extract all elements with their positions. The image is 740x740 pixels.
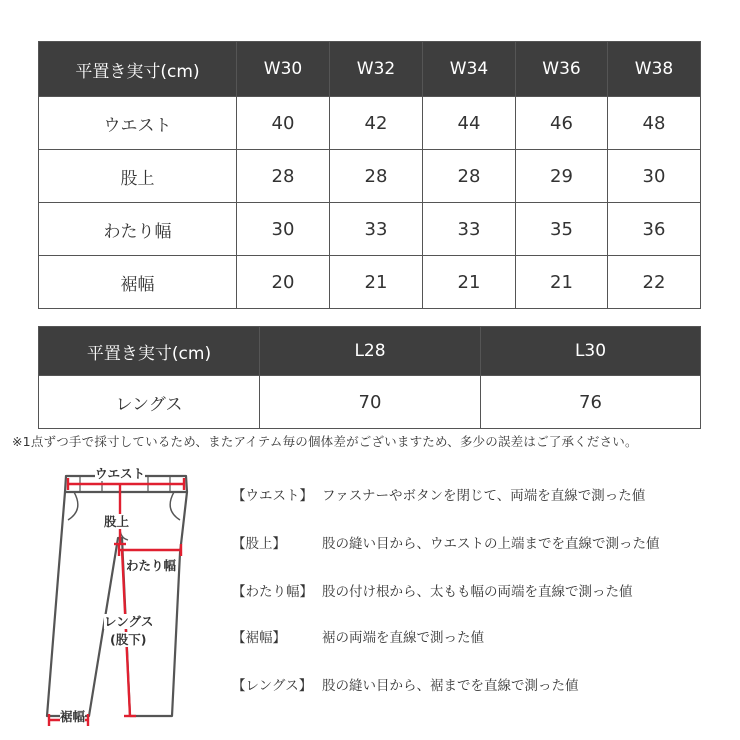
diagram-label-thigh: わたり幅 bbox=[126, 558, 177, 573]
header-label: 平置き実寸(cm) bbox=[39, 327, 260, 376]
table-cell: 28 bbox=[330, 150, 423, 203]
diagram-label-hem: 裾幅 bbox=[60, 709, 86, 724]
table-cell: 40 bbox=[237, 97, 330, 150]
table-cell: 76 bbox=[481, 376, 701, 429]
header-label: 平置き実寸(cm) bbox=[39, 42, 237, 97]
legend-term: 【レングス】 bbox=[232, 678, 313, 694]
legend-term: 【わたり幅】 bbox=[232, 584, 313, 600]
table-cell: 28 bbox=[423, 150, 516, 203]
table-cell: 29 bbox=[516, 150, 608, 203]
diagram-label-rise: 股上 bbox=[104, 514, 130, 529]
length-size-table bbox=[38, 326, 701, 429]
measurement-note: ※1点ずつ手で採寸しているため、またアイテム毎の個体差がございますため、多少の誤差はご了承ください。 bbox=[12, 434, 638, 449]
column-header: W34 bbox=[423, 42, 516, 97]
table-header-row bbox=[39, 42, 701, 97]
diagram-label-inseam-sub: (股下) bbox=[110, 632, 147, 647]
table-cell: 28 bbox=[237, 150, 330, 203]
row-label: 裾幅 bbox=[39, 256, 237, 309]
legend-description: ファスナーやボタンを閉じて、両端を直線で測った値 bbox=[322, 488, 646, 504]
legend-description: 裾の両端を直線で測った値 bbox=[322, 630, 484, 646]
table-cell: 33 bbox=[330, 203, 423, 256]
table-cell: 46 bbox=[516, 97, 608, 150]
row-label: レングス bbox=[39, 376, 260, 429]
column-header: L28 bbox=[260, 327, 481, 376]
row-label: ウエスト bbox=[39, 97, 237, 150]
row-label: わたり幅 bbox=[39, 203, 237, 256]
legend-term: 【股上】 bbox=[232, 536, 286, 552]
table-cell: 21 bbox=[423, 256, 516, 309]
table-cell: 20 bbox=[237, 256, 330, 309]
waist-size-table bbox=[38, 41, 701, 309]
diagram-label-waist: ウエスト bbox=[95, 466, 146, 481]
table-row-waist bbox=[39, 97, 701, 150]
table-cell: 21 bbox=[330, 256, 423, 309]
row-label: 股上 bbox=[39, 150, 237, 203]
legend-description: 股の縫い目から、裾までを直線で測った値 bbox=[322, 678, 579, 694]
table-header-row bbox=[39, 327, 701, 376]
column-header: W32 bbox=[330, 42, 423, 97]
diagram-label-inseam: レングス bbox=[104, 614, 154, 629]
column-header: L30 bbox=[481, 327, 701, 376]
column-header: W36 bbox=[516, 42, 608, 97]
table-row-hem bbox=[39, 256, 701, 309]
table-cell: 36 bbox=[608, 203, 701, 256]
table-cell: 44 bbox=[423, 97, 516, 150]
legend-description: 股の付け根から、太もも幅の両端を直線で測った値 bbox=[322, 584, 633, 600]
column-header: W38 bbox=[608, 42, 701, 97]
pants-diagram bbox=[22, 458, 222, 730]
column-header: W30 bbox=[237, 42, 330, 97]
table-cell: 30 bbox=[608, 150, 701, 203]
legend-term: 【ウエスト】 bbox=[232, 488, 313, 504]
table-cell: 33 bbox=[423, 203, 516, 256]
table-cell: 22 bbox=[608, 256, 701, 309]
table-cell: 21 bbox=[516, 256, 608, 309]
pants-illustration bbox=[22, 458, 222, 730]
table-cell: 30 bbox=[237, 203, 330, 256]
table-cell: 48 bbox=[608, 97, 701, 150]
legend-term: 【裾幅】 bbox=[232, 630, 286, 646]
table-row-thigh bbox=[39, 203, 701, 256]
table-cell: 70 bbox=[260, 376, 481, 429]
table-cell: 35 bbox=[516, 203, 608, 256]
table-row-rise bbox=[39, 150, 701, 203]
table-row-length bbox=[39, 376, 701, 429]
pants-outline bbox=[47, 476, 187, 716]
table-cell: 42 bbox=[330, 97, 423, 150]
legend-description: 股の縫い目から、ウエストの上端までを直線で測った値 bbox=[322, 536, 660, 552]
